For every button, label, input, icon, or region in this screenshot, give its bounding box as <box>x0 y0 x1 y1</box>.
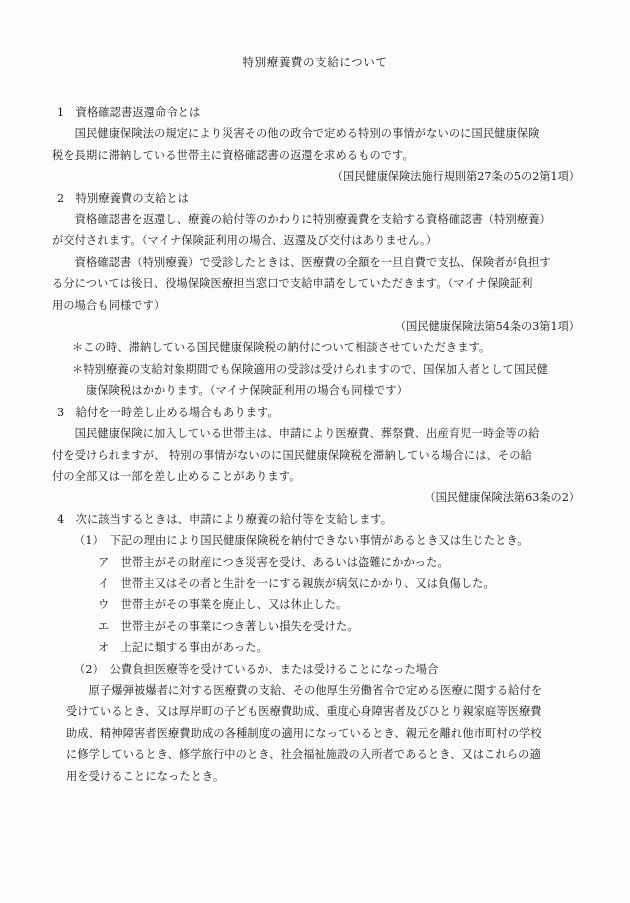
section-1-paragraph-line: 国民健康保険法の規定により災害その他の政令で定める特別の事情がないのに国民健康保険 <box>52 127 540 141</box>
section-4-subitem-a: ア 世帯主がその財産につき災害を受け、あるいは盗難にかかった。 <box>98 555 449 569</box>
section-4-heading: 4 次に該当するときは、申請により療養の給付等を支給します。 <box>57 512 393 526</box>
page-title: 特別療養費の支給について <box>242 55 388 69</box>
section-4-item-2: （2） 公費負担医療等を受けているか、または受けることになった場合 <box>74 662 439 676</box>
section-4-subitem-e: エ 世帯主がその事業につき著しい損失を受けた。 <box>98 619 359 633</box>
section-4-subitem-o: オ 上記に類する事由があった。 <box>98 641 268 655</box>
section-4-item-2-line: 助成、精神障害者医療費助成の各種制度の適用になっているとき、親元を離れ他市町村の学校 <box>66 726 542 740</box>
section-1-paragraph-line: 税を長期に滞納している世帯主に資格確認書の返還を求めるものです。 <box>52 148 414 162</box>
section-4-item-2-line: に修学しているとき、修学旅行中のとき、社会福祉施設の入所者であるとき、又はこれらの適 <box>66 748 541 762</box>
section-2-paragraph-line: が交付されます。（マイナ保険証利用の場合、返還及び交付はありません。） <box>52 234 438 248</box>
section-4-item-2-line: 原子爆弾被爆者に対する医療費の支給、その他厚生労働省令で定める医療に関する給付を <box>66 683 543 697</box>
section-3-paragraph-line: 付を受けられますが、 特別の事情がないのに国民健康保険税を滞納している場合には、その給 <box>52 448 532 462</box>
section-3-paragraph-line: 国民健康保険に加入している世帯主は、申請により医療費、葬祭費、出産育児一時金等の給 <box>52 427 540 441</box>
section-2-note: ＊この時、滞納している国民健康保険税の納付について相談させていただきます。 <box>72 341 491 355</box>
section-2-paragraph-line: る分については後日、役場保険医療担当窓口で支給申請をしていただきます。（マイナ保険証利 <box>52 277 533 291</box>
section-3-heading: 3 給付を一時差し止める場合もあります。 <box>57 405 279 419</box>
section-2-paragraph-line: 資格確認書を返還し、療養の給付等のかわりに特別療養費を支給する資格確認書（特別療養） <box>52 213 551 227</box>
section-1 <box>0 102 630 188</box>
section-3-paragraph-line: 付の全部又は一部を差し止めることがあります。 <box>52 469 301 483</box>
section-4-subitem-i: イ 世帯主又はその者と生計を一にする親族が病気にかかり、又は負傷した。 <box>98 576 495 590</box>
section-4-item-1: （1） 下記の理由により国民健康保険税を納付できない事情があるとき又は生じたとき。 <box>74 534 529 548</box>
section-2-heading: 2 特別療養費の支給とは <box>57 191 190 205</box>
section-4-item-2-line: 受けているとき、又は厚岸町の子ども医療費助成、重度心身障害者及びひとり親家庭等医療費 <box>66 705 542 719</box>
section-2-note-continuation: 康保険税はかかります。（マイナ保険証利用の場合も同様です） <box>86 384 409 398</box>
section-3 <box>0 402 630 509</box>
section-3-citation: （国民健康保険法第63条の2） <box>424 491 580 505</box>
section-2 <box>0 188 630 402</box>
section-2-citation: （国民健康保険法第54条の3第1項） <box>394 320 580 334</box>
section-1-heading: 1 資格確認書返還命令とは <box>57 106 201 119</box>
section-1-citation: （国民健康保険法施行規則第27条の5の2第1項） <box>331 170 580 184</box>
section-4 <box>0 509 630 787</box>
section-4-item-2-line: 用を受けることになったとき。 <box>66 769 225 783</box>
section-2-paragraph-line: 用の場合も同様です） <box>52 298 166 312</box>
section-2-note: ＊特別療養の支給対象期間でも保険適用の受診は受けられますので、国保加入者として国民健 <box>72 362 548 376</box>
section-2-paragraph-line: 資格確認書（特別療養）で受診したときは、医療費の全額を一旦自費で支払、保険者が負担す <box>52 255 551 269</box>
document-body <box>0 72 630 787</box>
section-4-subitem-u: ウ 世帯主がその事業を廃止し、又は休止した。 <box>98 598 348 612</box>
